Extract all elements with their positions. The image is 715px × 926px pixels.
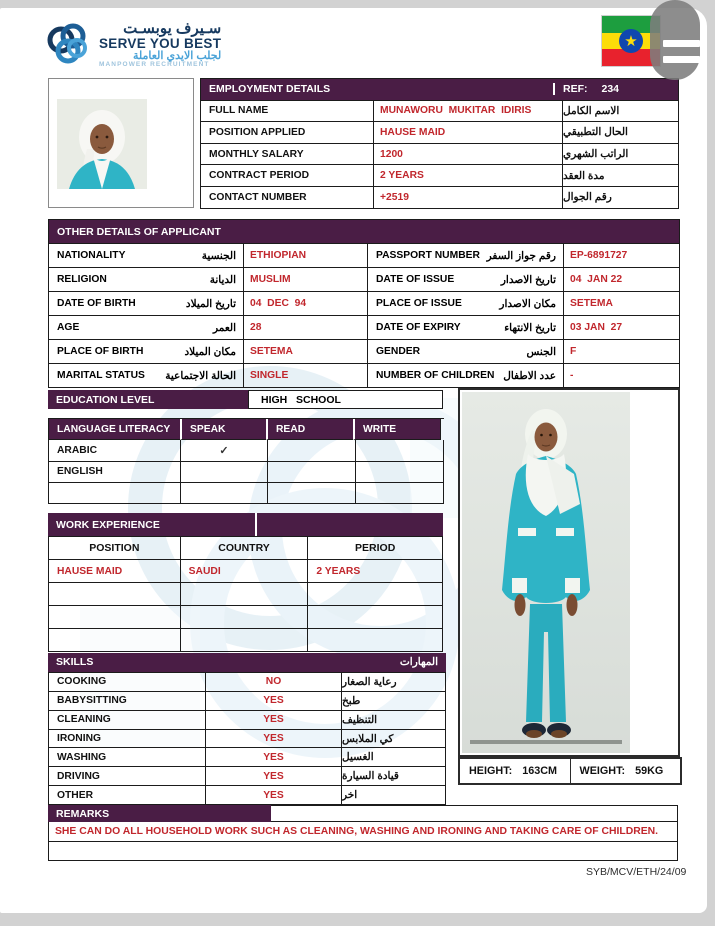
- skill-arabic: اخر: [342, 786, 446, 805]
- skill-value: YES: [206, 748, 342, 767]
- brand-arabic-name: سـيرف يوبسـت: [123, 19, 222, 37]
- emp-value: 1200: [374, 144, 563, 166]
- detail-label-cell: [49, 244, 244, 268]
- detail-value: F: [564, 340, 680, 364]
- detail-label: AGE: [57, 322, 80, 333]
- table-row: [201, 165, 679, 187]
- table-row: [49, 244, 680, 268]
- detail-arabic: تاريخ الاصدار: [500, 273, 556, 286]
- work-period: [308, 629, 443, 652]
- work-experience-header: [48, 513, 443, 536]
- detail-label: DATE OF BIRTH: [57, 298, 136, 309]
- table-row: [49, 711, 446, 730]
- detail-label: GENDER: [376, 346, 421, 357]
- skill-value: YES: [206, 786, 342, 805]
- emp-value: MUNAWORU MUKITAR IDIRIS: [374, 101, 563, 123]
- full-body-photo-frame: [458, 388, 680, 757]
- detail-arabic: الديانة: [209, 273, 236, 286]
- column-header: LANGUAGE LITERACY: [49, 419, 181, 440]
- brand-logo: [44, 20, 221, 70]
- table-row: [201, 144, 679, 166]
- handle-line-icon: [663, 40, 700, 47]
- skill-arabic: رعاية الصغار: [342, 673, 446, 692]
- detail-value: 04 JAN 22: [564, 268, 680, 292]
- education-label: EDUCATION LEVEL: [48, 390, 248, 409]
- emp-label: POSITION APPLIED: [201, 122, 374, 144]
- work-position: HAUSE MAID: [49, 560, 181, 583]
- ref-label: REF:: [563, 83, 588, 96]
- detail-value: -: [564, 364, 680, 388]
- write-cell: [356, 440, 444, 461]
- skill-arabic: كي الملابس: [342, 730, 446, 749]
- remarks-title: REMARKS: [48, 805, 271, 822]
- read-cell: [268, 462, 356, 483]
- detail-arabic: مكان الميلاد: [184, 345, 236, 358]
- skill-label: BABYSITTING: [49, 692, 206, 711]
- detail-arabic: تاريخ الميلاد: [185, 297, 236, 310]
- work-position: [49, 629, 181, 652]
- detail-label: PLACE OF BIRTH: [57, 346, 144, 357]
- table-row: [49, 583, 443, 606]
- employment-details-table: [200, 78, 679, 209]
- emp-value: +2519: [374, 187, 563, 209]
- skill-arabic: التنظيف: [342, 711, 446, 730]
- remarks-text: SHE CAN DO ALL HOUSEHOLD WORK SUCH AS CLEANING, WASHING AND IRONING AND TAKING CARE OF CHILDREN.: [48, 822, 678, 842]
- employment-title: EMPLOYMENT DETAILS: [209, 83, 331, 96]
- table-row: [49, 673, 446, 692]
- detail-label-cell: [368, 316, 564, 340]
- language-name: [49, 483, 181, 504]
- header-divider: [255, 513, 443, 536]
- table-row: [49, 483, 444, 504]
- emp-arabic-label: مدة العقد: [563, 165, 679, 187]
- detail-value: SINGLE: [244, 364, 368, 388]
- detail-arabic: تاريخ الانتهاء: [504, 321, 556, 334]
- detail-label: PLACE OF ISSUE: [376, 298, 462, 309]
- speak-cell: [181, 483, 268, 504]
- document-ref-code: SYB/MCV/ETH/24/09: [586, 866, 687, 878]
- column-header: COUNTRY: [181, 537, 309, 560]
- height-label: HEIGHT:: [469, 765, 513, 777]
- table-row: [49, 748, 446, 767]
- emp-label: CONTRACT PERIOD: [201, 165, 374, 187]
- work-country: SAUDI: [181, 560, 309, 583]
- detail-label: DATE OF ISSUE: [376, 274, 455, 285]
- portrait-photo-frame: [48, 78, 194, 208]
- detail-arabic: رقم جواز السفر: [486, 249, 556, 262]
- detail-label: RELIGION: [57, 274, 107, 285]
- emp-arabic-label: رقم الجوال: [563, 187, 679, 209]
- table-row: [49, 340, 680, 364]
- language-name: ENGLISH: [49, 462, 181, 483]
- detail-label: MARITAL STATUS: [57, 370, 145, 381]
- flag-star-emblem: ★: [619, 29, 643, 53]
- skill-arabic: الغسيل: [342, 748, 446, 767]
- ref-value: 234: [601, 83, 620, 96]
- emp-value: HAUSE MAID: [374, 122, 563, 144]
- employment-header: [201, 79, 679, 101]
- detail-label-cell: [49, 292, 244, 316]
- work-period: [308, 606, 443, 629]
- table-row: [49, 786, 446, 805]
- table-row: [49, 364, 680, 388]
- table-row: [201, 101, 679, 123]
- height-value: 163CM: [522, 765, 557, 777]
- height-weight-table: [458, 757, 682, 785]
- detail-label-cell: [49, 316, 244, 340]
- detail-label-cell: [368, 292, 564, 316]
- skill-arabic: طبخ: [342, 692, 446, 711]
- language-name: ARABIC: [49, 440, 181, 461]
- read-cell: [268, 483, 356, 504]
- language-literacy-table: [48, 418, 444, 504]
- detail-label-cell: [368, 244, 564, 268]
- work-country: [181, 606, 309, 629]
- remarks-header: [48, 805, 678, 822]
- detail-value: MUSLIM: [244, 268, 368, 292]
- detail-label-cell: [368, 340, 564, 364]
- skill-value: YES: [206, 730, 342, 749]
- table-row: [49, 316, 680, 340]
- floating-menu-handle[interactable]: [650, 0, 700, 80]
- emp-label: CONTACT NUMBER: [201, 187, 374, 209]
- column-header: SPEAK: [180, 419, 267, 440]
- detail-label-cell: [368, 364, 564, 388]
- column-header: READ: [266, 419, 354, 440]
- weight-cell: [570, 759, 681, 783]
- write-cell: [356, 462, 444, 483]
- detail-label-cell: [49, 340, 244, 364]
- emp-label: MONTHLY SALARY: [201, 144, 374, 166]
- table-row: [49, 440, 444, 461]
- work-experience-table: [48, 513, 443, 652]
- other-details-title: OTHER DETAILS OF APPLICANT: [57, 225, 221, 238]
- detail-label-cell: [49, 268, 244, 292]
- detail-value: 28: [244, 316, 368, 340]
- detail-label: DATE OF EXPIRY: [376, 322, 461, 333]
- language-header-row: [49, 419, 444, 440]
- column-header: WRITE: [353, 419, 441, 440]
- full-body-photo: [462, 392, 630, 753]
- detail-label: PASSPORT NUMBER: [376, 250, 480, 261]
- brand-tagline: MANPOWER RECRUITMENT: [99, 61, 210, 69]
- column-header: POSITION: [49, 537, 181, 560]
- skill-label: OTHER: [49, 786, 206, 805]
- detail-arabic: مكان الاصدار: [499, 297, 556, 310]
- speak-checkmark: ✓: [181, 440, 268, 461]
- work-experience-title: WORK EXPERIENCE: [56, 518, 160, 531]
- detail-value: SETEMA: [564, 292, 680, 316]
- remarks-empty-row: [48, 842, 678, 861]
- skill-value: YES: [206, 692, 342, 711]
- remarks-section: [48, 805, 678, 861]
- table-row: [49, 629, 443, 652]
- skills-title: SKILLS: [56, 656, 94, 669]
- detail-value: SETEMA: [244, 340, 368, 364]
- work-columns-row: [49, 537, 443, 560]
- skills-title-arabic: المهارات: [399, 656, 438, 669]
- detail-value: ETHIOPIAN: [244, 244, 368, 268]
- work-position: [49, 583, 181, 606]
- education-value: HIGH SCHOOL: [248, 390, 443, 409]
- portrait-photo: [57, 99, 147, 189]
- detail-arabic: عدد الاطفال: [503, 369, 556, 382]
- emp-label: FULL NAME: [201, 101, 374, 123]
- handle-line-icon: [663, 56, 700, 63]
- detail-arabic: العمر: [212, 321, 236, 334]
- skill-value: YES: [206, 767, 342, 786]
- table-row: [49, 462, 444, 483]
- table-row: [201, 122, 679, 144]
- education-level-bar: [48, 390, 443, 409]
- work-country: [181, 629, 309, 652]
- emp-arabic-label: الراتب الشهري: [563, 144, 679, 166]
- work-country: [181, 583, 309, 606]
- detail-value: EP-6891727: [564, 244, 680, 268]
- table-row: [49, 606, 443, 629]
- cv-page: [0, 8, 707, 913]
- detail-value: 04 DEC 94: [244, 292, 368, 316]
- emp-arabic-label: الحال التطبيقي: [563, 122, 679, 144]
- skill-label: WASHING: [49, 748, 206, 767]
- ref-cell: [553, 83, 678, 95]
- skill-value: YES: [206, 711, 342, 730]
- weight-value: 59KG: [635, 765, 664, 777]
- table-row: [49, 692, 446, 711]
- skill-arabic: قيادة السيارة: [342, 767, 446, 786]
- detail-label: NATIONALITY: [57, 250, 126, 261]
- skill-label: DRIVING: [49, 767, 206, 786]
- height-cell: [460, 759, 570, 783]
- brand-knot-icon: [44, 20, 92, 70]
- read-cell: [268, 440, 356, 461]
- work-position: [49, 606, 181, 629]
- emp-arabic-label: الاسم الكامل: [563, 101, 679, 123]
- work-period: 2 YEARS: [308, 560, 443, 583]
- skills-header: [48, 653, 446, 672]
- table-row: [201, 187, 679, 209]
- other-details-table: [48, 219, 680, 388]
- emp-value: 2 YEARS: [374, 165, 563, 187]
- brand-name: SERVE YOU BEST: [99, 35, 222, 51]
- detail-label: NUMBER OF CHILDREN: [376, 370, 495, 381]
- detail-value: 03 JAN 27: [564, 316, 680, 340]
- detail-arabic: الحالة الاجتماعية: [165, 369, 236, 382]
- write-cell: [356, 483, 444, 504]
- table-row: [49, 292, 680, 316]
- skill-label: CLEANING: [49, 711, 206, 730]
- column-header: PERIOD: [308, 537, 443, 560]
- table-row: [49, 560, 443, 583]
- remarks-header-spacer: [271, 805, 678, 822]
- skill-label: IRONING: [49, 730, 206, 749]
- weight-label: WEIGHT:: [579, 765, 626, 777]
- table-row: [49, 767, 446, 786]
- other-details-header: [49, 220, 680, 244]
- skill-value: NO: [206, 673, 342, 692]
- detail-label-cell: [49, 364, 244, 388]
- detail-arabic: الجنس: [526, 345, 556, 358]
- table-row: [49, 730, 446, 749]
- detail-arabic: الجنسية: [201, 249, 236, 262]
- skills-table: [48, 653, 446, 805]
- brand-arabic-tagline: لجلب الايدي العاملة: [132, 49, 222, 62]
- table-row: [49, 268, 680, 292]
- detail-label-cell: [368, 268, 564, 292]
- skill-label: COOKING: [49, 673, 206, 692]
- work-period: [308, 583, 443, 606]
- speak-cell: [181, 462, 268, 483]
